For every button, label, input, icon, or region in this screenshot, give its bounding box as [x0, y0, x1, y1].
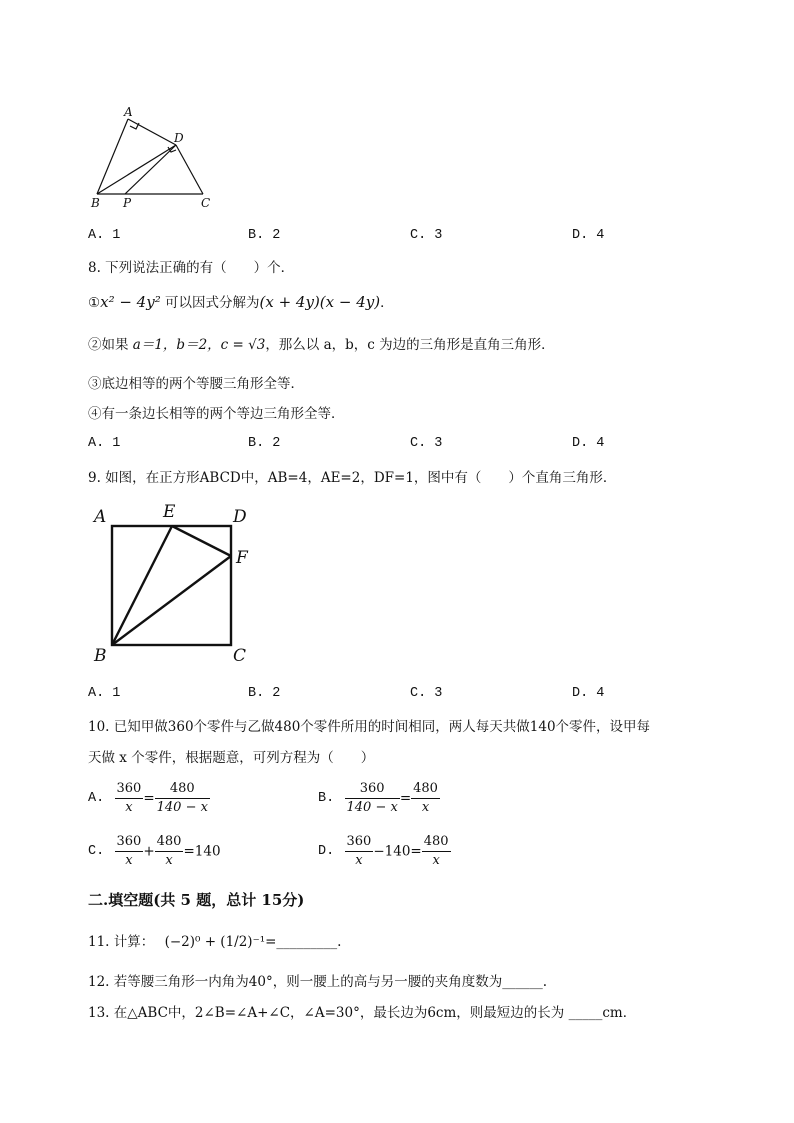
fraction [345, 833, 374, 870]
denominator: x [432, 853, 440, 868]
label-e: E [163, 502, 176, 522]
factored-expression: (x + 4y)(x − 4y) [259, 293, 381, 311]
numerator: 480 [155, 833, 184, 852]
fraction [155, 833, 184, 870]
q10-option-c [88, 833, 221, 870]
segment-dc [176, 145, 203, 194]
q8-stem: 8. 下列说法正确的有（ ）个． [88, 260, 295, 276]
label-c: C [201, 196, 211, 210]
numerator: 480 [411, 780, 440, 799]
denominator: 140 − x [156, 800, 208, 815]
values: a＝1，b＝2，c = √3 [132, 337, 266, 353]
numerator: 360 [115, 833, 144, 852]
denominator: x [355, 853, 363, 868]
fraction [115, 780, 144, 817]
q10-stem-line1: 10. 已知甲做360个零件与乙做480个零件所用的时间相同，两人每天共做140个零件，设甲每 [88, 719, 651, 735]
segment-ef [172, 526, 231, 556]
label-b: B [91, 196, 100, 210]
option-label: D. [318, 844, 335, 859]
q8-statement-2 [88, 333, 555, 353]
plus-sign: + [143, 843, 155, 860]
segment-be [112, 526, 172, 645]
numerator: 360 [345, 833, 374, 852]
label-p: P [123, 196, 132, 210]
q7-option-a: A. 1 [88, 228, 121, 243]
fraction [422, 833, 451, 870]
numerator: 360 [115, 780, 144, 799]
answer-blank: =_________. [265, 934, 342, 950]
q11 [88, 930, 341, 950]
denominator: x [125, 800, 133, 815]
statement-end: ． [380, 295, 394, 311]
square-abcd [112, 526, 231, 645]
label-b: B [94, 646, 107, 666]
segment-ad [128, 119, 176, 145]
denominator: 140 − x [346, 800, 398, 815]
statement-text: ②如果 [88, 337, 133, 353]
q9-option-a: A. 1 [88, 686, 121, 701]
q8-option-c: C. 3 [410, 436, 443, 451]
minus-expression: −140= [373, 843, 422, 860]
fraction [411, 780, 440, 817]
expression: x² − 4y² [100, 293, 161, 311]
fraction [155, 780, 210, 817]
denominator: x [165, 853, 173, 868]
label-d: D [233, 507, 247, 527]
q9-option-b: B. 2 [248, 686, 281, 701]
fraction [345, 780, 400, 817]
option-label: A. [88, 791, 105, 806]
statement-marker: ① [88, 295, 101, 311]
statement-text: ，那么以 a，b，c 为边的三角形是直角三角形． [265, 337, 555, 353]
numerator: 360 [345, 780, 400, 799]
label-d: D [174, 131, 184, 145]
expression: (−2)⁰ + (1/2)⁻¹ [164, 934, 266, 950]
section-heading: 二.填空题(共 5 题，总计 15分) [88, 891, 305, 909]
numerator: 480 [155, 780, 210, 799]
q9-figure [88, 498, 260, 670]
segment-ba [97, 119, 128, 194]
numerator: 480 [422, 833, 451, 852]
q8-option-d: D. 4 [572, 436, 605, 451]
segment-bf [112, 556, 231, 645]
equation-tail: =140 [183, 843, 221, 860]
q10-stem-line2: 天做 x 个零件，根据题意，可列方程为（ ） [88, 750, 375, 766]
q9-option-d: D. 4 [572, 686, 605, 701]
label-f: F [236, 548, 248, 568]
label-a: A [124, 105, 133, 119]
q9-option-c: C. 3 [410, 686, 443, 701]
fraction [115, 833, 144, 870]
q8-option-b: B. 2 [248, 436, 281, 451]
equals-sign: = [399, 790, 412, 807]
q9-stem: 9. 如图，在正方形ABCD中，AB=4，AE=2，DF=1，图中有（ ）个直角三角形． [88, 470, 617, 486]
label-c: C [233, 646, 247, 666]
q8-option-a: A. 1 [88, 436, 121, 451]
q7-option-c: C. 3 [410, 228, 443, 243]
segment-bd [97, 145, 176, 194]
q7-option-d: D. 4 [572, 228, 605, 243]
option-label: B. [318, 791, 335, 806]
q10-option-a [88, 780, 210, 817]
q7-option-b: B. 2 [248, 228, 281, 243]
q8-statement-4: ④有一条边长相等的两个等边三角形全等． [88, 406, 345, 422]
question-prefix: 11. 计算： [88, 934, 155, 950]
q13: 13. 在△ABC中，2∠B=∠A+∠C，∠A=30°，最长边为6cm，则最短边的长为 _____cm． [88, 1005, 637, 1021]
equals-sign: = [143, 790, 155, 807]
q10-option-b [318, 780, 440, 817]
denominator: x [125, 853, 133, 868]
segment-pd [125, 145, 176, 194]
q8-statement-1 [88, 291, 394, 311]
q8-statement-3: ③底边相等的两个等腰三角形全等． [88, 376, 304, 392]
q10-option-d [318, 833, 451, 870]
option-label: C. [88, 844, 105, 859]
q7-figure [85, 100, 220, 212]
statement-text: 可以因式分解为 [160, 295, 260, 311]
denominator: x [421, 800, 430, 815]
label-a: A [94, 507, 107, 527]
q12: 12. 若等腰三角形一内角为40°，则一腰上的高与另一腰的夹角度数为______. [88, 974, 547, 990]
